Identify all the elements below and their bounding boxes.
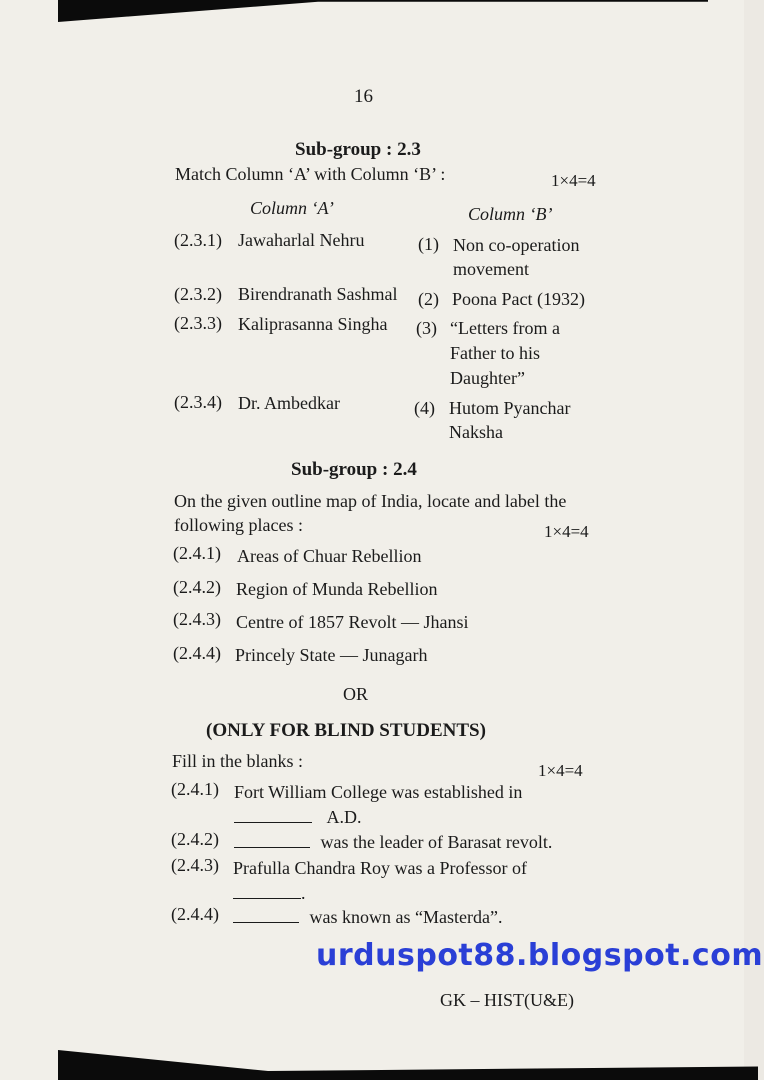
- item-num: (2.4.1): [171, 779, 219, 799]
- column-a-heading: Column ‘A’: [250, 198, 334, 218]
- item-num: (2.3.3): [174, 313, 222, 333]
- fill-blanks-instruction: Fill in the blanks :: [172, 751, 304, 771]
- blank-question-line: [233, 882, 306, 904]
- blank-question: Fort William College was established in: [234, 782, 523, 802]
- column-b-item-cont: movement: [453, 259, 529, 279]
- page-number: 16: [354, 86, 373, 107]
- item-num: (2.4.3): [173, 609, 221, 629]
- column-b-item: Non co-operation: [453, 235, 580, 255]
- item-num: (2.4.4): [173, 643, 221, 663]
- answer-blank: [233, 884, 301, 899]
- item-num: (2.4.3): [171, 855, 219, 875]
- answer-blank: [234, 833, 310, 848]
- column-b-num: (1): [418, 234, 439, 254]
- subgroup-2-3-title: Sub-group : 2.3: [295, 139, 421, 160]
- map-item: Centre of 1857 Revolt — Jhansi: [236, 612, 469, 632]
- column-a-item: Jawaharlal Nehru: [238, 230, 365, 250]
- column-b-num: (2): [418, 289, 439, 309]
- column-b-item: “Letters from a: [450, 318, 560, 338]
- subgroup-2-4-title: Sub-group : 2.4: [291, 459, 417, 480]
- column-b-item: Poona Pact (1932): [452, 289, 585, 309]
- item-num: (2.4.2): [171, 829, 219, 849]
- column-a-item: Birendranath Sashmal: [238, 284, 398, 304]
- map-instruction: On the given outline map of India, locate and label the: [174, 491, 567, 511]
- column-a-item: Kaliprasanna Singha: [238, 314, 388, 334]
- marks-blind: 1×4=4: [538, 761, 583, 780]
- column-b-num: (4): [414, 398, 435, 418]
- page-edge: [744, 0, 764, 1080]
- paper-code: GK – HIST(U&E): [440, 990, 574, 1010]
- map-item: Princely State — Junagarh: [235, 645, 428, 665]
- or-separator: OR: [343, 684, 369, 704]
- blog-watermark: urduspot88.blogspot.com: [316, 938, 764, 973]
- column-a-item: Dr. Ambedkar: [238, 393, 340, 413]
- answer-blank: [233, 908, 299, 923]
- blank-question: Prafulla Chandra Roy was a Professor of: [233, 858, 527, 878]
- column-b-item-cont: Daughter”: [450, 368, 525, 388]
- blank-question: was the leader of Barasat revolt.: [320, 832, 553, 852]
- blind-students-heading: (ONLY FOR BLIND STUDENTS): [206, 720, 486, 741]
- item-num: (2.4.1): [173, 543, 221, 563]
- blank-question: was known as “Masterda”.: [309, 907, 503, 927]
- blank-question-cont: A.D.: [326, 807, 362, 827]
- item-num: (2.3.2): [174, 284, 222, 304]
- column-b-heading: Column ‘B’: [468, 204, 553, 224]
- answer-blank: [234, 808, 312, 823]
- map-instruction-cont: following places :: [174, 515, 303, 535]
- blank-question-cont: .: [301, 883, 306, 903]
- item-num: (2.3.1): [174, 230, 222, 250]
- marks-2-3: 1×4=4: [551, 171, 596, 190]
- column-b-item-cont: Naksha: [449, 422, 503, 442]
- item-num: (2.4.4): [171, 904, 219, 924]
- marks-2-4: 1×4=4: [544, 522, 589, 541]
- scan-shadow-bottom: [58, 1050, 758, 1080]
- map-item: Region of Munda Rebellion: [236, 579, 438, 599]
- column-b-item-cont: Father to his: [450, 343, 540, 363]
- column-b-num: (3): [416, 318, 437, 338]
- match-instruction: Match Column ‘A’ with Column ‘B’ :: [175, 164, 446, 184]
- column-b-item: Hutom Pyanchar: [449, 398, 571, 418]
- item-num: (2.4.2): [173, 577, 221, 597]
- blank-question-line: [234, 831, 552, 853]
- map-item: Areas of Chuar Rebellion: [237, 546, 422, 566]
- scan-shadow-top: [58, 0, 708, 22]
- item-num: (2.3.4): [174, 392, 222, 412]
- blank-question-line: [234, 806, 362, 828]
- blank-question-line: [233, 906, 502, 928]
